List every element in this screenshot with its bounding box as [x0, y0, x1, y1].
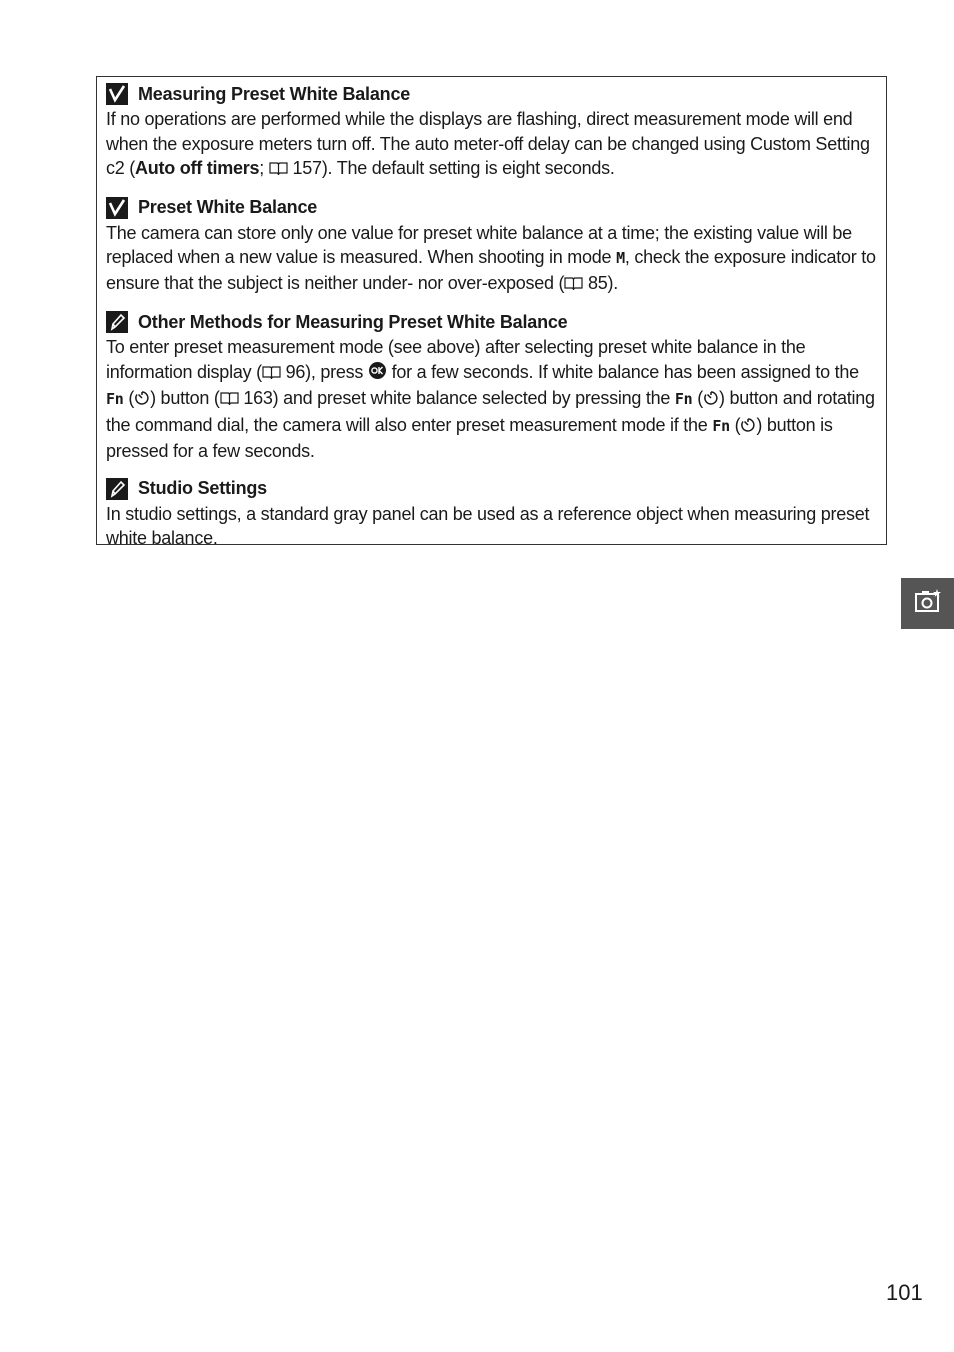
pencil-note-icon [106, 478, 128, 500]
page-reference-book-icon [220, 388, 239, 413]
note-title: Preset White Balance [138, 197, 318, 217]
text-run: , check the exposure indicator to ensure that the subject is neither under- nor over-exposed ( [106, 247, 876, 293]
fn-button-label: Fn [674, 390, 693, 408]
text-run: ( [729, 414, 741, 435]
note-header [106, 476, 876, 502]
note-header [106, 195, 876, 221]
self-timer-icon [740, 415, 756, 440]
mode-m-label: M [616, 249, 625, 267]
note-measuring-preset [106, 81, 876, 183]
page-reference-book-icon [262, 362, 281, 387]
chapter-side-tab[interactable] [901, 578, 954, 629]
note-body [106, 221, 876, 298]
text-run: In studio settings, a standard gray panel can be used as a reference object when measuring preset white balance. [106, 503, 870, 548]
text-run: for a few seconds. If white balance has been assigned to the [386, 361, 859, 382]
note-studio-settings [106, 476, 876, 551]
caution-check-icon [106, 83, 128, 105]
note-body [106, 107, 876, 183]
shooting-menu-camera-icon [914, 588, 942, 619]
text-run: ( [692, 388, 703, 408]
caution-check-icon [106, 197, 128, 219]
text-run: The camera can store only one value for preset white balance at a time; the existing value will be replaced when a new value is measured. When shooting in mode [106, 222, 852, 267]
text-run: ) button and rotating the command dial, the camera will also enter preset measurement mode if the [106, 388, 875, 435]
text-run: 163) and preset white balance selected by pressing the [238, 388, 675, 408]
note-body [106, 335, 876, 464]
text-run: ; [259, 158, 269, 178]
page-number: 101 [886, 1280, 923, 1305]
note-title: Other Methods for Measuring Preset White Balance [138, 311, 568, 332]
text-run: ) button ( [150, 388, 220, 408]
note-title: Studio Settings [138, 478, 267, 498]
menu-item-reference: Auto off timers [135, 158, 260, 178]
fn-button-label: Fn [106, 390, 124, 408]
note-body [106, 502, 876, 551]
note-header [106, 309, 876, 335]
page-reference-book-icon [269, 158, 288, 183]
text-run: 85). [583, 272, 619, 293]
self-timer-icon [134, 388, 150, 413]
self-timer-icon [703, 388, 719, 413]
notes-box [96, 76, 887, 548]
note-preset-white-balance [106, 195, 876, 298]
page-reference-book-icon [564, 273, 583, 298]
text-run: If no operations are performed while the displays are flashing, direct measurement mode will end when the exposure meters turn off. The auto meter-off delay can be changed using Custom Setting c2 ( [106, 109, 870, 178]
fn-button-label: Fn [712, 416, 730, 435]
pencil-note-icon [106, 311, 128, 333]
text-run: ) button is pressed for a few seconds. [106, 414, 833, 461]
text-run: To enter preset measurement mode (see above) after selecting preset white balance in the information display ( [106, 337, 806, 382]
note-header [106, 81, 876, 107]
note-title: Measuring Preset White Balance [138, 83, 411, 104]
text-run: ( [123, 388, 135, 408]
ok-button-icon [368, 361, 387, 387]
text-run: 96), press [280, 361, 368, 382]
text-run: 157). The default setting is eight seconds. [287, 158, 615, 178]
note-other-methods [106, 309, 876, 464]
